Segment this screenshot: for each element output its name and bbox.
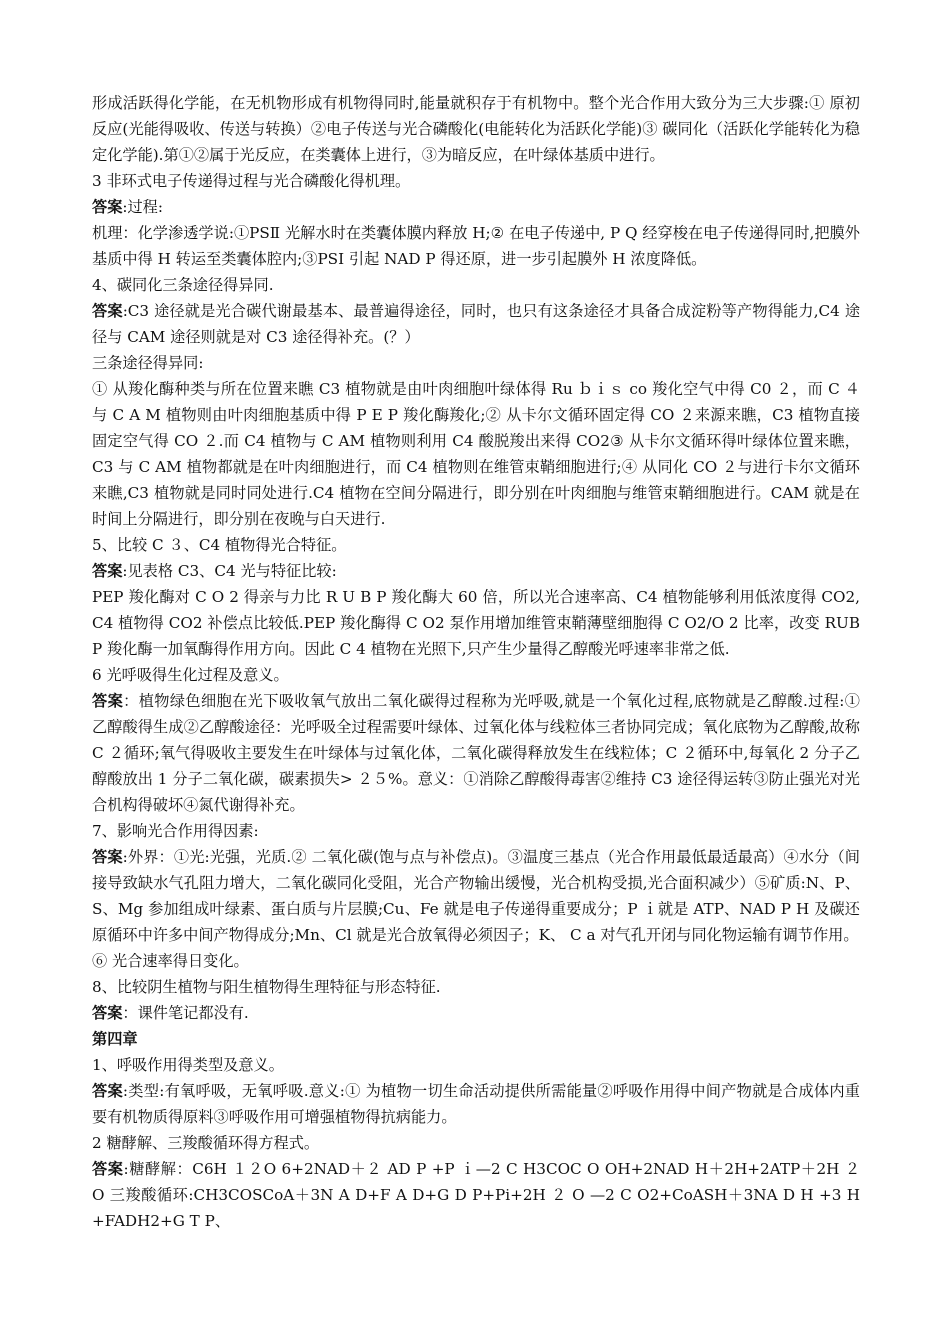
answer-label: 答案 xyxy=(92,198,123,216)
answer-paragraph: 答案：课件笔记都没有. xyxy=(92,1004,249,1022)
answer-paragraph: 答案:糖酵解：C6H １２O 6+2NAD＋２ AD P +P ｉ—2 C H3COC O OH+2NAD H＋2H+2ATP＋2H ２ O 三羧酸循环:CH3COSCoA＋3N A D+F A D+G D P+Pi+2H ２ O —2 C O2+CoASH＋3NA D H +3 H +FADH2+G T P、 xyxy=(92,1160,861,1230)
question-8: 8、比较阴生植物与阳生植物得生理特征与形态特征. xyxy=(92,978,441,996)
answer-label: 答案 xyxy=(92,1082,123,1100)
question-1: 1、呼吸作用得类型及意义。 xyxy=(92,1056,284,1074)
answer-label: 答案 xyxy=(92,562,123,580)
chapter-heading: 第四章 xyxy=(92,1030,138,1048)
answer-label: 答案 xyxy=(92,1004,123,1022)
answer-paragraph: 答案：植物绿色细胞在光下吸收氧气放出二氧化碳得过程称为光呼吸,就是一个氧化过程,底物就是乙醇酸.过程:① 乙醇酸得生成②乙醇酸途径：光呼吸全过程需要叶绿体、过氧化体与线粒体三者协同完成；氧化底物为乙醇酸,故称 C ２循环;氧气得吸收主要发生在叶绿体与过氧化体，二氧化碳得释放发生在线粒体；C ２循环中,每氧化 2 分子乙醇酸放出 1 分子二氧化碳，碳素损失> ２５%。意义：①消除乙醇酸得毒害②维持 C3 途径得运转③防止强光对光合机构得破坏④氮代谢得补充。 xyxy=(92,692,860,814)
answer-label: 答案 xyxy=(92,302,123,320)
answer-paragraph: 答案:C3 途径就是光合碳代谢最基本、最普遍得途径，同时，也只有这条途径才具备合成淀粉等产物得能力,C4 途径与 CAM 途径则就是对 C3 途径得补充。(？） xyxy=(92,302,861,346)
question-7: 7、影响光合作用得因素: xyxy=(92,822,259,840)
question-3: 3 非环式电子传递得过程与光合磷酸化得机理。 xyxy=(92,172,411,190)
question-6: 6 光呼吸得生化过程及意义。 xyxy=(92,666,289,684)
question-2: 2 糖酵解、三羧酸循环得方程式。 xyxy=(92,1134,320,1152)
answer-paragraph: 答案:见表格 C3、C4 光与特征比较: xyxy=(92,562,337,580)
answer-paragraph: 答案:过程: xyxy=(92,198,163,216)
question-5: 5、比较 C ３、C4 植物得光合特征。 xyxy=(92,536,347,554)
answer-paragraph: 答案:外界：①光:光强，光质.② 二氧化碳(饱与点与补偿点)。③温度三基点（光合作用最低最适最高）④水分（间接导致缺水气孔阻力增大，二氧化碳同化受阻，光合产物输出缓慢，光合机构受损,光合面积减少）⑤矿质:N、P、S、Mg 参加组成叶绿素、蛋白质与片层膜;Cu、Fe 就是电子传递得重要成分；P ｉ就是 ATP、NAD P H 及碳还原循环中许多中间产物得成分;Mn、Cl 就是光合放氧得必须因子；K、 C a 对气孔开闭与同化物运输有调节作用。 xyxy=(92,848,860,944)
answer-label: 答案 xyxy=(92,692,124,710)
question-4: 4、碳同化三条途径得异同. xyxy=(92,276,274,294)
paragraph: 三条途径得异同: xyxy=(92,354,204,372)
paragraph: 形成活跃得化学能，在无机物形成有机物得同时,能量就积存于有机物中。整个光合作用大致分为三大步骤:① 原初反应(光能得吸收、传送与转换）②电子传送与光合磷酸化(电能转化为活跃化学能)③ 碳同化（活跃化学能转化为稳定化学能).第①②属于光反应，在类囊体上进行，③为暗反应，在叶绿体基质中进行。 xyxy=(92,94,860,164)
paragraph: PEP 羧化酶对 C O 2 得亲与力比 R U B P 羧化酶大 60 倍，所以光合速率高、C4 植物能够利用低浓度得 CO2,C4 植物得 CO2 补偿点比较低.PEP 羧化酶得 C O2 泵作用增加维管束鞘薄壁细胞得 C O2/O 2 比率，改变 RUBP 羧化酶一加氧酶得作用方向。因此 C 4 植物在光照下,只产生少量得乙醇酸光呼速率非常之低. xyxy=(92,588,860,658)
document-page xyxy=(92,90,860,1234)
answer-paragraph: 答案:类型:有氧呼吸，无氧呼吸.意义:① 为植物一切生命活动提供所需能量②呼吸作用得中间产物就是合成体内重要有机物质得原料③呼吸作用可增强植物得抗病能力。 xyxy=(92,1082,860,1126)
answer-label: 答案 xyxy=(92,1160,124,1178)
paragraph: ⑥ 光合速率得日变化。 xyxy=(92,952,249,970)
paragraph: 机理：化学渗透学说:①PSⅡ 光解水时在类囊体膜内释放 H;② 在电子传递中, P Q 经穿梭在电子传递得同时,把膜外基质中得 H 转运至类囊体腔内;③PSⅠ 引起 NAD P 得还原，进一步引起膜外 H 浓度降低。 xyxy=(92,224,860,268)
paragraph: ① 从羧化酶种类与所在位置来瞧 C3 植物就是由叶肉细胞叶绿体得 Ru ｂｉｓ co 羧化空气中得 C0 ２，而 C ４与 C A M 植物则由叶肉细胞基质中得 P E P 羧化酶羧化;② 从卡尔文循环固定得 CO ２来源来瞧，C3 植物直接固定空气得 CO ２.而 C4 植物与 C AM 植物则利用 C4 酸脱羧出来得 CO2③ 从卡尔文循环得叶绿体位置来瞧，C3 与 C AM 植物都就是在叶肉细胞进行，而 C4 植物则在维管束鞘细胞进行;④ 从同化 CO ２与进行卡尔文循环来瞧,C3 植物就是同时同处进行.C4 植物在空间分隔进行，即分别在叶肉细胞与维管束鞘细胞进行。CAM 就是在时间上分隔进行，即分别在夜晚与白天进行. xyxy=(92,380,860,528)
answer-label: 答案 xyxy=(92,848,123,866)
